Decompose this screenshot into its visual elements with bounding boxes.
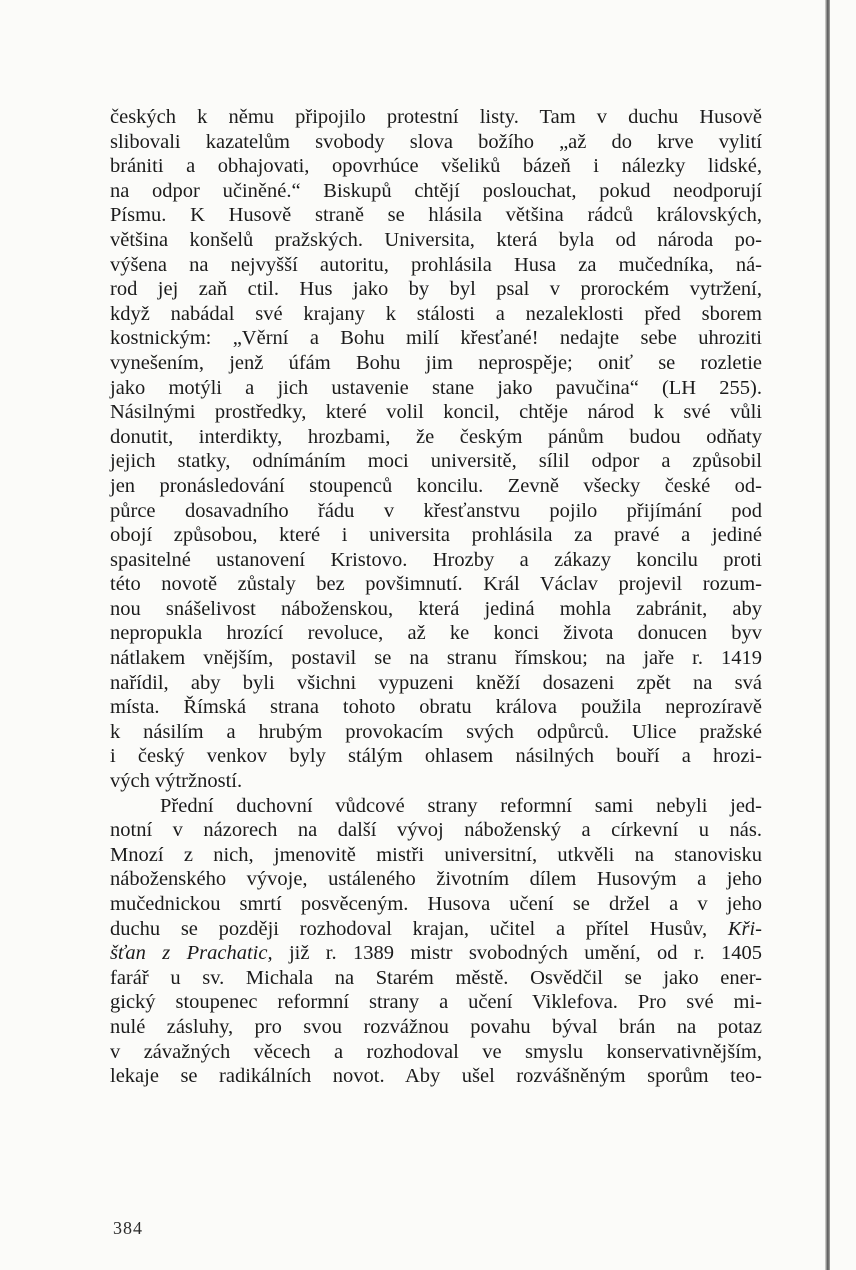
text-line: na odpor učiněné.“ Biskupů chtějí poslouchat, pokud neodporují [110,179,762,202]
page-binding-edge [825,0,830,1270]
italic-name: Kři- [727,917,763,940]
text-line: nátlakem vnějším, postavil se na stranu římskou; na jaře r. 1419 [110,647,762,670]
body-text [110,105,762,1089]
text-line: brániti a obhajovati, opovrhúce všeliků bázeň i nálezky lidské, [110,155,762,178]
text-segment: duchu se později rozhodoval krajan, učitel a přítel Husův, [110,917,708,940]
text-line: nou snášelivost náboženskou, která jediná mohla zabránit, aby [110,597,762,620]
text-line: této novotě zůstaly bez povšimnutí. Král Václav projevil rozum- [110,573,762,596]
text-line: mučednickou smrtí posvěceným. Husova učení se držel a v jeho [110,893,762,915]
text-line [110,917,762,942]
text-line: notní v názorech na další vývoj náboženský a církevní u nás. [110,819,762,842]
paragraph-1 [110,105,762,794]
text-line: jako motýli a jich ustavenie stane jako pavučina“ (LH 255). [110,376,762,399]
text-line: Násilnými prostředky, které volil koncil, chtěje národ k své vůli [110,401,762,424]
text-line: výšena na nejvyšší autoritu, prohlásila Husa za mučedníka, ná- [110,253,762,276]
text-line: slibovali kazatelům svobody slova božího „až do krve vylití [110,130,762,153]
text-line: když nabádal své krajany k stálosti a nezaleklosti před sborem [110,302,762,325]
text-line: místa. Římská strana tohoto obratu králova použila neprozíravě [110,696,762,719]
text-line: farář u sv. Michala na Starém městě. Osvědčil se jako ener- [110,966,762,989]
text-line: nepropukla hrozící revoluce, až ke konci života donucen byv [110,622,762,645]
text-line: jen pronásledování stoupenců koncilu. Zevně všecky české od- [110,474,762,497]
text-line: obojí způsobou, které i universita prohlásila za pravé a jediné [110,524,762,547]
text-line: českých k němu připojilo protestní listy. Tam v duchu Husově [110,106,762,128]
italic-name: šťan z Prachatic, [110,942,273,965]
text-line: nulé zásluhy, pro svou rozvážnou povahu býval brán na potaz [110,1015,762,1038]
text-line: donutit, interdikty, hrozbami, že českým pánům budou odňaty [110,425,762,448]
text-line: většina konšelů pražských. Universita, která byla od národa po- [110,228,762,251]
text-line: spasitelné ustanovení Kristovo. Hrozby a zákazy koncilu proti [110,548,762,571]
text-line: v závažných věcech a rozhodoval ve smyslu konservativnějším, [110,1040,762,1063]
text-line: nařídil, aby byli všichni vypuzeni kněží dosazeni zpět na svá [110,671,762,694]
paragraph-2 [110,794,762,1089]
text-line: Přední duchovní vůdcové strany reformní sami nebyli jed- [160,794,762,817]
text-line [110,941,762,966]
text-line: lekaje se radikálních novot. Aby ušel rozvášněným sporům teo- [110,1065,762,1088]
text-line: kostnickým: „Věrní a Bohu milí křesťané! nedajte sebe uhroziti [110,327,762,350]
text-line: i český venkov byly stálým ohlasem násilných bouří a hrozi- [110,745,762,768]
page-number: 384 [113,1218,143,1238]
text-line: vých výtržností. [110,770,243,793]
text-line: gický stoupenec reformní strany a učení Viklefova. Pro své mi- [110,991,762,1014]
text-line: půrce dosavadního řádu v křesťanstvu pojilo přijímání pod [110,499,762,522]
text-line: Mnozí z nich, jmenovitě mistři universitní, utkvěli na stanovisku [110,843,762,866]
text-segment: již r. 1389 mistr svobodných umění, od r. 1405 [288,942,762,965]
text-line: rod jej zaň ctil. Hus jako by byl psal v prorockém vytržení, [110,278,762,301]
text-line: k násilím a hrubým provokacím svých odpůrců. Ulice pražské [110,720,762,743]
text-line: náboženského vývoje, ustáleného životním dílem Husovým a jeho [110,868,762,891]
text-line: vynešením, jenž úfám Bohu jim neprospěje; oniť se rozletie [110,351,762,374]
text-line: jejich statky, odnímáním moci universitě, sílil odpor a způsobil [110,450,762,473]
text-line: Písmu. K Husově straně se hlásila většina rádců královských, [110,204,762,227]
